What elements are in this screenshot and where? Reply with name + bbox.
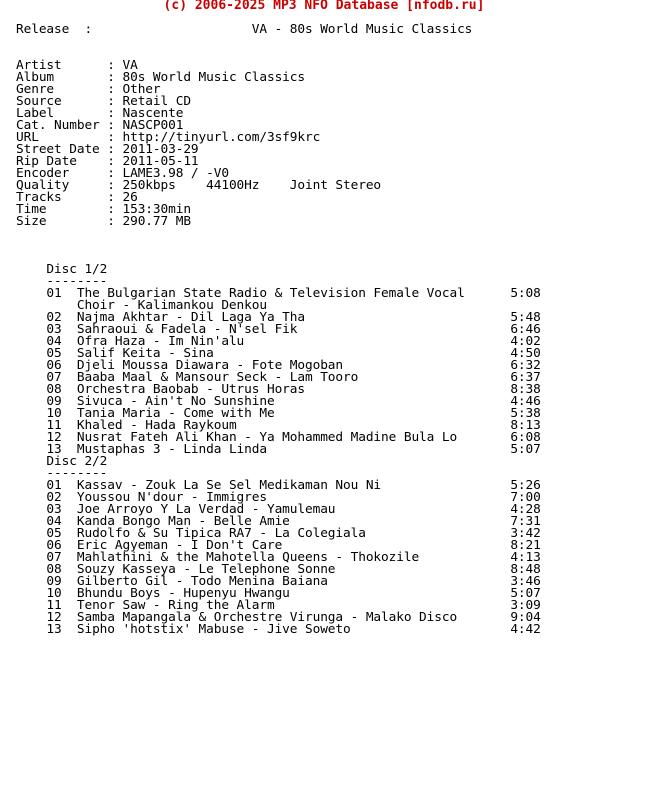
info-label: Quality	[16, 178, 108, 193]
info-label: Label	[16, 106, 108, 121]
track-number: 08	[46, 382, 62, 397]
track-number: 01	[46, 478, 62, 493]
track-number: 12	[46, 430, 62, 445]
track-time: 3:46	[510, 574, 541, 589]
info-value: 2011-03-29	[122, 142, 199, 157]
track-title: Mahlathini & the Mahotella Queens - Thokozile	[76, 550, 511, 565]
track-time: 4:50	[510, 346, 541, 361]
track-title: Souzy Kasseya - Le Telephone Sonne	[76, 562, 511, 577]
info-value: 153:30min	[122, 202, 191, 217]
info-label: Tracks	[16, 190, 108, 205]
track-title: Kanda Bongo Man - Belle Amie	[76, 514, 511, 529]
track-time: 8:21	[510, 538, 541, 553]
track-time: 9:04	[510, 610, 541, 625]
track-time: 6:32	[510, 358, 541, 373]
track-number: 04	[46, 334, 62, 349]
info-label: Source	[16, 94, 108, 109]
track-title: Tania Maria - Come with Me	[76, 406, 511, 421]
track-title: Kassav - Zouk La Se Sel Medikaman Nou Ni	[76, 478, 511, 493]
track-time: 8:38	[510, 382, 541, 397]
track-time: 4:13	[510, 550, 541, 565]
track-title: Najma Akhtar - Dil Laga Ya Tha	[76, 310, 511, 325]
track-title: The Bulgarian State Radio & Television Female Vocal	[76, 286, 511, 301]
track-number: 05	[46, 346, 62, 361]
track-number: 02	[46, 490, 62, 505]
track-number: 06	[46, 358, 62, 373]
track-time: 5:48	[510, 310, 541, 325]
info-value: http://tinyurl.com/3sf9krc	[122, 130, 321, 145]
info-value: LAME3.98 / -V0	[122, 166, 229, 181]
track-number: 13	[46, 622, 62, 637]
info-label: Encoder	[16, 166, 108, 181]
track-time: 3:09	[510, 598, 541, 613]
track-time: 8:13	[510, 418, 541, 433]
info-value: Retail CD	[122, 94, 191, 109]
info-label: URL	[16, 130, 108, 145]
track-title: Youssou N'dour - Immigres	[76, 490, 511, 505]
track-number: 10	[46, 406, 62, 421]
track-number: 11	[46, 598, 62, 613]
track-title: Samba Mapangala & Orchestre Virunga - Malako Disco	[76, 610, 511, 625]
track-title: Baaba Maal & Mansour Seck - Lam Tooro	[76, 370, 511, 385]
track-time: 7:31	[510, 514, 541, 529]
track-title: Sivuca - Ain't No Sunshine	[76, 394, 511, 409]
track-title: Mustaphas 3 - Linda Linda	[76, 442, 511, 457]
track-number: 07	[46, 550, 62, 565]
disc-title: Disc 1/2	[46, 262, 108, 277]
info-value: 250kbps 44100Hz Joint Stereo	[122, 178, 382, 193]
nfo-text: Release : VA - 80s World Music Classics Artist : VA Album : 80s World Music Classics Genre : Other Source : Retail CD Label : Nascente Cat. Number : NASCP001 URL : http://tinyurl.com/3sf9krc Street Date : 2011-03-29 Rip Date : 2011-05-11 Encoder : LAME3.98 / -V0 Quality : 250kbps 44100Hz Joint Stereo Tracks : 26 Time : 153:30min Size : 290.77 MB Disc 1/2 -------- 01 The Bulgarian State Radio & Television Female Vocal 5:08 Choir - Kalimankou Denkou 02 Najma Akhtar - Dil Laga Ya Tha 5:48 03 Sahraoui & Fadela - N'sel Fik 6:46 04 Ofra Haza - Im Nin'alu 4:02 05 Salif Keita - Sina 4:50 06 Djeli Moussa Diawara - Fote Mogoban 6:32 07 Baaba Maal & Mansour Seck - Lam Tooro 6:37 08 Orchestra Baobab - Utrus Horas 8:38 09 Sivuca - Ain't No Sunshine 4:46 10 Tania Maria - Come with Me 5:38 11 Khaled - Hada Raykoum 8:13 12 Nusrat Fateh Ali Khan - Ya Mohammed Madine Bula Lo 6:08 13 Mustaphas 3 - Linda Linda 5:07 Disc 2/2 -------- 01 Kassav - Zouk La Se Sel Medikaman Nou Ni 5:26 02 Youssou N'dour - Immigres 7:00 03 Joe Arroyo Y La Verdad - Yamulemau 4:28 04 Kanda Bongo Man - Belle Amie 7:31 05 Rudolfo & Su Tipica RA7 - La Colegiala 3:42 06 Eric Agyeman - I Don't Care 8:21 07 Mahlathini & the Mahotella Queens - Thokozile 4:13 08 Souzy Kasseya - Le Telephone Sonne 8:48 09 Gilberto Gil - Todo Menina Baiana 3:46 10 Bhundu Boys - Hupenyu Hwangu 5:07 11 Tenor Saw - Ring the Alarm 3:09 12 Samba Mapangala & Orchestre Virunga - Malako Disco 9:04 13 Sipho 'hotstix' Mabuse - Jive Soweto 4:42	[16, 22, 541, 637]
track-number: 04	[46, 514, 62, 529]
track-time: 3:42	[510, 526, 541, 541]
track-time: 6:46	[510, 322, 541, 337]
track-number: 06	[46, 538, 62, 553]
track-time: 6:08	[510, 430, 541, 445]
track-number: 03	[46, 502, 62, 517]
track-title: Nusrat Fateh Ali Khan - Ya Mohammed Madine Bula Lo	[76, 430, 511, 445]
track-title: Tenor Saw - Ring the Alarm	[76, 598, 511, 613]
info-value: 2011-05-11	[122, 154, 199, 169]
info-value: NASCP001	[122, 118, 184, 133]
info-label: Cat. Number	[16, 118, 108, 133]
track-title: Ofra Haza - Im Nin'alu	[76, 334, 511, 349]
track-time: 4:28	[510, 502, 541, 517]
track-title: Sahraoui & Fadela - N'sel Fik	[76, 322, 511, 337]
track-number: 11	[46, 418, 62, 433]
info-label: Street Date	[16, 142, 108, 157]
track-number: 09	[46, 574, 62, 589]
track-time: 4:02	[510, 334, 541, 349]
info-label: Size	[16, 214, 108, 229]
track-time: 7:00	[510, 490, 541, 505]
track-time: 5:08	[510, 286, 541, 301]
site-header: (c) 2006-2025 MP3 NFO Database [nfodb.ru]	[163, 0, 485, 13]
track-title: Djeli Moussa Diawara - Fote Mogoban	[76, 358, 511, 373]
info-label: Album	[16, 70, 108, 85]
track-time: 5:38	[510, 406, 541, 421]
track-time: 4:46	[510, 394, 541, 409]
info-label: Rip Date	[16, 154, 108, 169]
track-title-continued: Choir - Kalimankou Denkou	[76, 298, 267, 313]
track-number: 13	[46, 442, 62, 457]
info-label: Artist	[16, 58, 108, 73]
track-number: 09	[46, 394, 62, 409]
release-label: Release	[16, 22, 70, 37]
track-time: 4:42	[510, 622, 541, 637]
release-value: VA - 80s World Music Classics	[251, 22, 473, 37]
track-title: Sipho 'hotstix' Mabuse - Jive Soweto	[76, 622, 511, 637]
track-number: 01	[46, 286, 62, 301]
track-time: 5:07	[510, 442, 541, 457]
info-label: Genre	[16, 82, 108, 97]
info-label: Time	[16, 202, 108, 217]
disc-underline: --------	[46, 466, 108, 481]
track-title: Bhundu Boys - Hupenyu Hwangu	[76, 586, 511, 601]
track-title: Khaled - Hada Raykoum	[76, 418, 511, 433]
track-title: Rudolfo & Su Tipica RA7 - La Colegiala	[76, 526, 511, 541]
info-value: VA	[122, 58, 138, 73]
track-time: 5:26	[510, 478, 541, 493]
track-time: 6:37	[510, 370, 541, 385]
track-number: 10	[46, 586, 62, 601]
info-value: Other	[122, 82, 161, 97]
track-number: 05	[46, 526, 62, 541]
track-title: Gilberto Gil - Todo Menina Baiana	[76, 574, 511, 589]
track-number: 03	[46, 322, 62, 337]
track-number: 12	[46, 610, 62, 625]
info-value: 290.77 MB	[122, 214, 191, 229]
disc-underline: --------	[46, 274, 108, 289]
disc-title: Disc 2/2	[46, 454, 108, 469]
info-value: 80s World Music Classics	[122, 70, 305, 85]
track-time: 5:07	[510, 586, 541, 601]
track-number: 07	[46, 370, 62, 385]
track-time: 8:48	[510, 562, 541, 577]
track-title: Eric Agyeman - I Don't Care	[76, 538, 511, 553]
track-title: Salif Keita - Sina	[76, 346, 511, 361]
track-number: 08	[46, 562, 62, 577]
info-value: 26	[122, 190, 138, 205]
info-value: Nascente	[122, 106, 184, 121]
track-title: Orchestra Baobab - Utrus Horas	[76, 382, 511, 397]
track-title: Joe Arroyo Y La Verdad - Yamulemau	[76, 502, 511, 517]
track-number: 02	[46, 310, 62, 325]
